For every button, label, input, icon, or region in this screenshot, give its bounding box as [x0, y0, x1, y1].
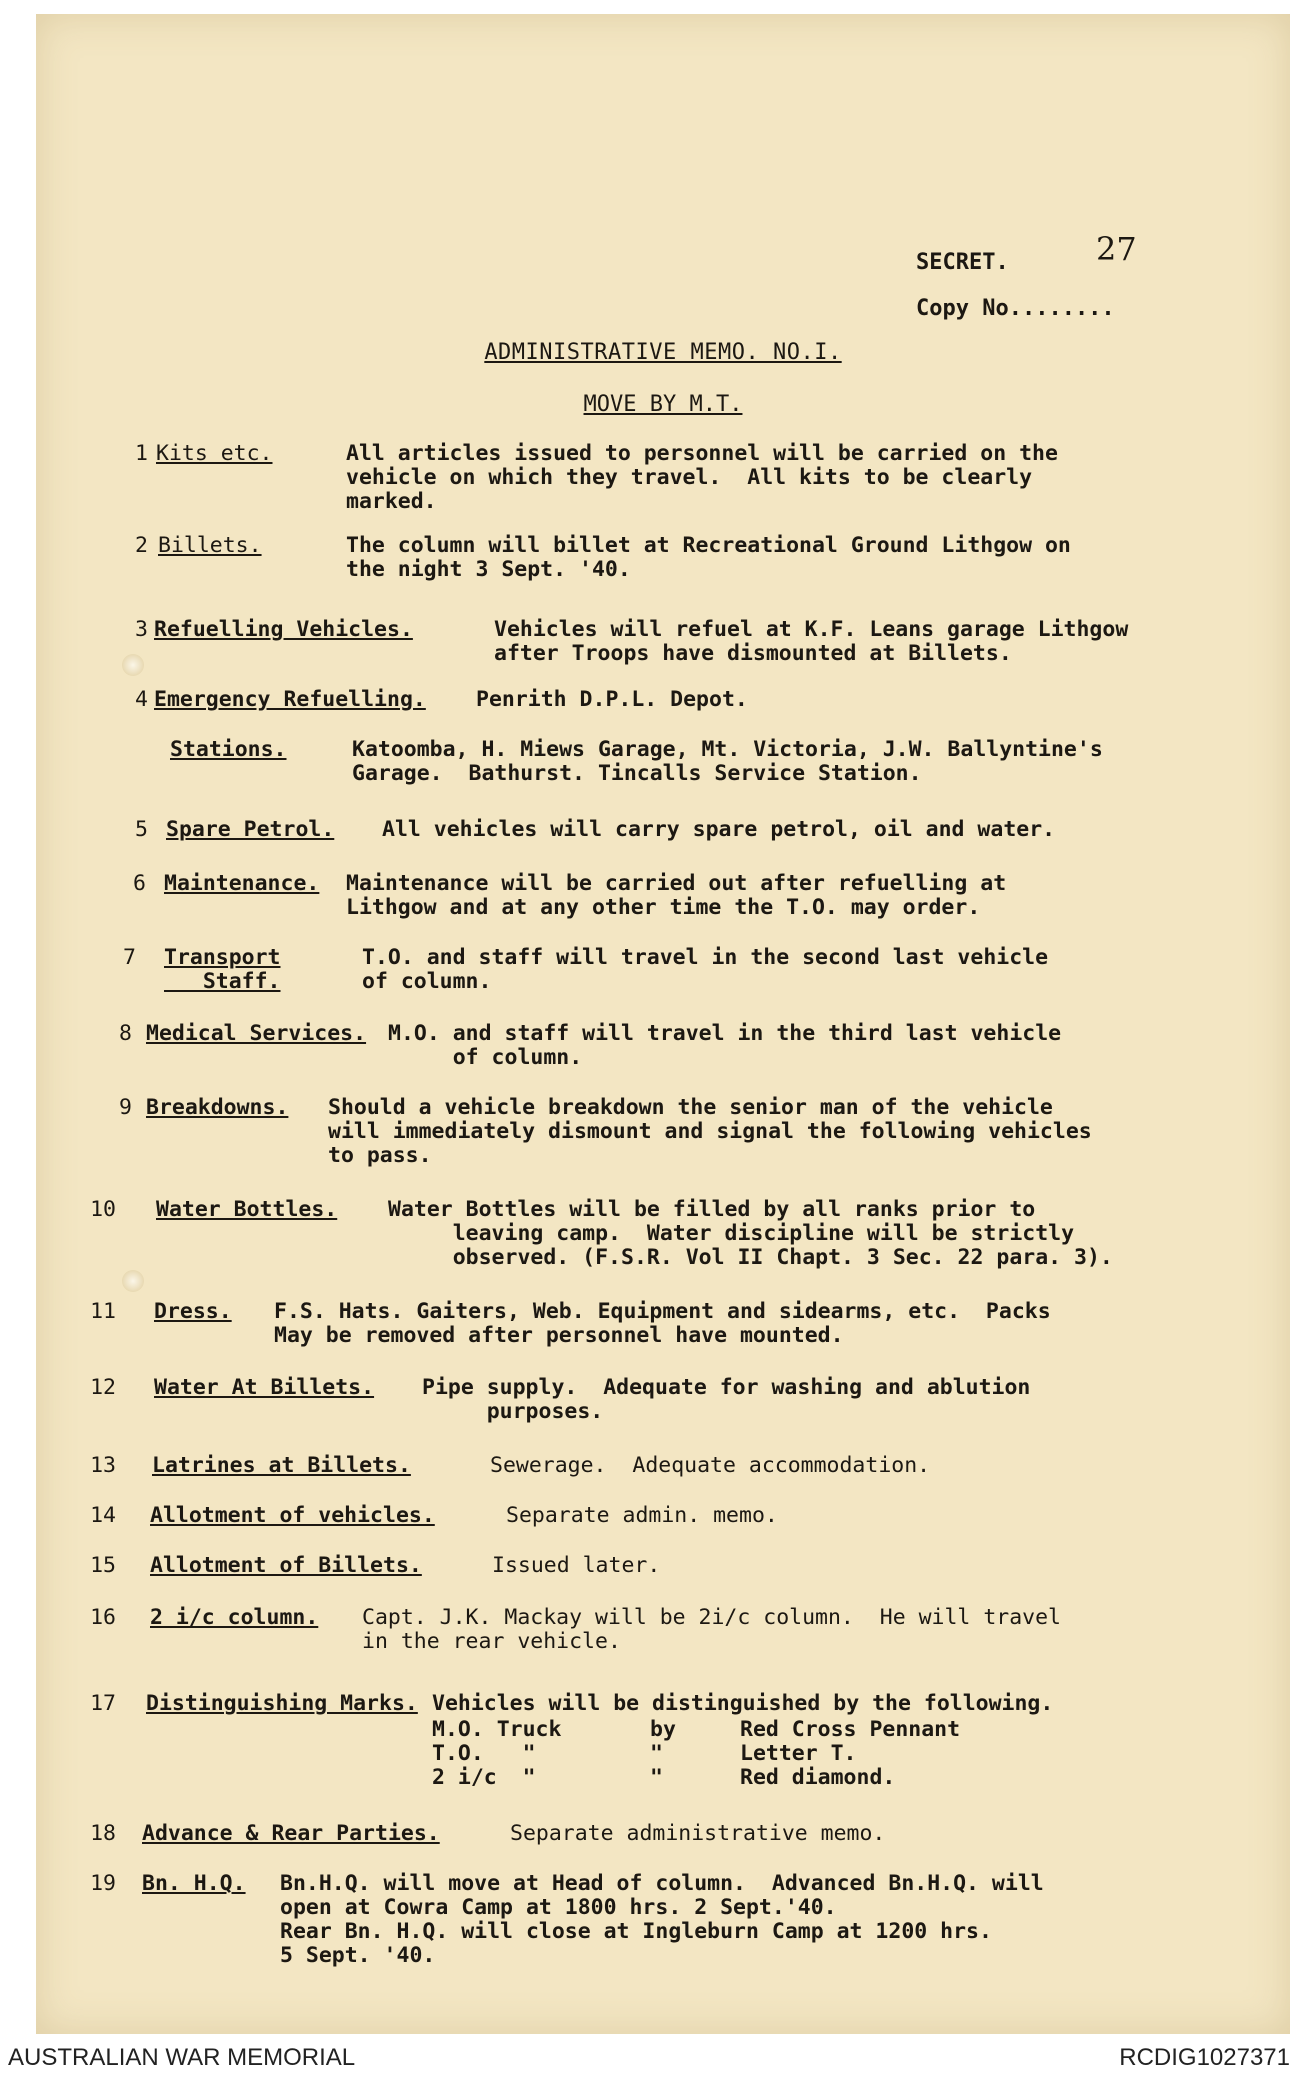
- item-number: 3: [135, 617, 148, 642]
- classification-block: [916, 230, 1137, 332]
- item-body: Pipe supply. Adequate for washing and ablution purposes.: [422, 1375, 1031, 1424]
- item-body: Bn.H.Q. will move at Head of column. Advanced Bn.H.Q. will open at Cowra Camp at 1800 hrs. 2 Sept.'40. Rear Bn. H.Q. will close at Ingleburn Camp at 1200 hrs. 5 Sept. '40.: [280, 1871, 1044, 1968]
- vehicle-cell: 2 i/c ": [432, 1765, 536, 1790]
- item-body: Penrith D.P.L. Depot.: [476, 687, 748, 712]
- item-number: 14: [90, 1503, 116, 1528]
- item-heading: Maintenance.: [164, 871, 320, 896]
- footer-record-id: RCDIG1027371: [1119, 2044, 1290, 2071]
- item-heading: Kits etc.: [156, 441, 273, 466]
- item-number: 4: [135, 687, 148, 712]
- item-heading: Stations.: [170, 737, 287, 762]
- memo-title: ADMINISTRATIVE MEMO. NO.I.: [484, 340, 842, 365]
- item-number: 1: [135, 441, 148, 466]
- item-body: Vehicles will refuel at K.F. Leans garage Lithgow after Troops have dismounted at Billets.: [494, 617, 1129, 666]
- mark-cell: Red Cross Pennant: [740, 1717, 961, 1742]
- item-number: 13: [90, 1453, 116, 1478]
- item-heading: Allotment of vehicles.: [150, 1503, 435, 1528]
- footer-archive-name: AUSTRALIAN WAR MEMORIAL: [8, 2044, 356, 2071]
- item-number: 19: [90, 1871, 116, 1896]
- by-cell: ": [650, 1741, 663, 1766]
- item-heading: Transport Staff.: [164, 945, 281, 994]
- item-number: 16: [90, 1605, 116, 1630]
- item-body: Capt. J.K. Mackay will be 2i/c column. He will travel in the rear vehicle.: [362, 1605, 1061, 1654]
- classification-label: SECRET.: [916, 250, 1009, 275]
- by-cell: by: [650, 1717, 676, 1742]
- item-heading: Advance & Rear Parties.: [142, 1821, 440, 1846]
- item-heading: Refuelling Vehicles.: [154, 617, 413, 642]
- punch-hole: [122, 654, 144, 676]
- item-heading: Water Bottles.: [156, 1197, 338, 1222]
- item-number: 2: [135, 533, 148, 558]
- item-body: M.O. and staff will travel in the third last vehicle of column.: [388, 1021, 1062, 1070]
- item-heading: Dress.: [154, 1299, 232, 1324]
- item-body: The column will billet at Recreational Ground Lithgow on the night 3 Sept. '40.: [346, 533, 1071, 582]
- mark-cell: Red diamond.: [740, 1765, 896, 1790]
- item-body: All articles issued to personnel will be carried on the vehicle on which they travel. All kits to be clearly marked.: [346, 441, 1058, 514]
- item-body: Sewerage. Adequate accommodation.: [490, 1453, 931, 1478]
- vehicle-cell: M.O. Truck: [432, 1717, 562, 1742]
- item-heading: Distinguishing Marks.: [146, 1691, 418, 1716]
- punch-hole: [122, 1270, 144, 1292]
- item-number: 5: [135, 817, 148, 842]
- item-number: 11: [90, 1299, 116, 1324]
- copy-label: Copy No........: [916, 296, 1115, 321]
- item-heading: Latrines at Billets.: [152, 1453, 411, 1478]
- item-body: Should a vehicle breakdown the senior man of the vehicle will immediately dismount and signal the following vehicles to pass.: [328, 1095, 1092, 1168]
- item-body: Maintenance will be carried out after refuelling at Lithgow and at any other time the T.O. may order.: [346, 871, 1007, 920]
- item-heading: Emergency Refuelling.: [154, 687, 426, 712]
- item-number: 15: [90, 1553, 116, 1578]
- by-cell: ": [650, 1765, 663, 1790]
- mark-cell: Letter T.: [740, 1741, 857, 1766]
- item-heading: Water At Billets.: [154, 1375, 375, 1400]
- document-page: [36, 14, 1290, 2034]
- item-number: 9: [119, 1095, 132, 1120]
- copy-number: 27: [1096, 230, 1137, 268]
- item-number: 6: [133, 871, 146, 896]
- item-body: Water Bottles will be filled by all ranks prior to leaving camp. Water discipline will be strictly observed. (F.S.R. Vol II Chapt. 3 Sec. 22 para. 3).: [388, 1197, 1113, 1270]
- item-heading: 2 i/c column.: [150, 1605, 319, 1630]
- item-number: 12: [90, 1375, 116, 1400]
- item-heading: Spare Petrol.: [166, 817, 335, 842]
- item-heading: Allotment of Billets.: [150, 1553, 422, 1578]
- item-body: T.O. and staff will travel in the second last vehicle of column.: [362, 945, 1049, 994]
- item-body: F.S. Hats. Gaiters, Web. Equipment and sidearms, etc. Packs May be removed after personnel have mounted.: [274, 1299, 1051, 1348]
- item-body: Katoomba, H. Miews Garage, Mt. Victoria, J.W. Ballyntine's Garage. Bathurst. Tincalls Service Station.: [352, 737, 1103, 786]
- item-number: 17: [90, 1691, 116, 1716]
- item-number: 18: [90, 1821, 116, 1846]
- item-heading: Billets.: [158, 533, 262, 558]
- item-heading: Medical Services.: [146, 1021, 367, 1046]
- item-body: Vehicles will be distinguished by the following.: [432, 1691, 1054, 1716]
- memo-subtitle: MOVE BY M.T.: [583, 392, 743, 417]
- item-body: All vehicles will carry spare petrol, oil and water.: [382, 817, 1056, 842]
- item-number: 7: [123, 945, 136, 970]
- item-number: 10: [90, 1197, 116, 1222]
- vehicle-cell: T.O. ": [432, 1741, 536, 1766]
- item-number: 8: [119, 1021, 132, 1046]
- item-body: Issued later.: [492, 1553, 661, 1578]
- item-heading: Breakdowns.: [146, 1095, 289, 1120]
- item-body: Separate administrative memo.: [510, 1821, 886, 1846]
- item-heading: Bn. H.Q.: [142, 1871, 246, 1896]
- item-body: Separate admin. memo.: [506, 1503, 778, 1528]
